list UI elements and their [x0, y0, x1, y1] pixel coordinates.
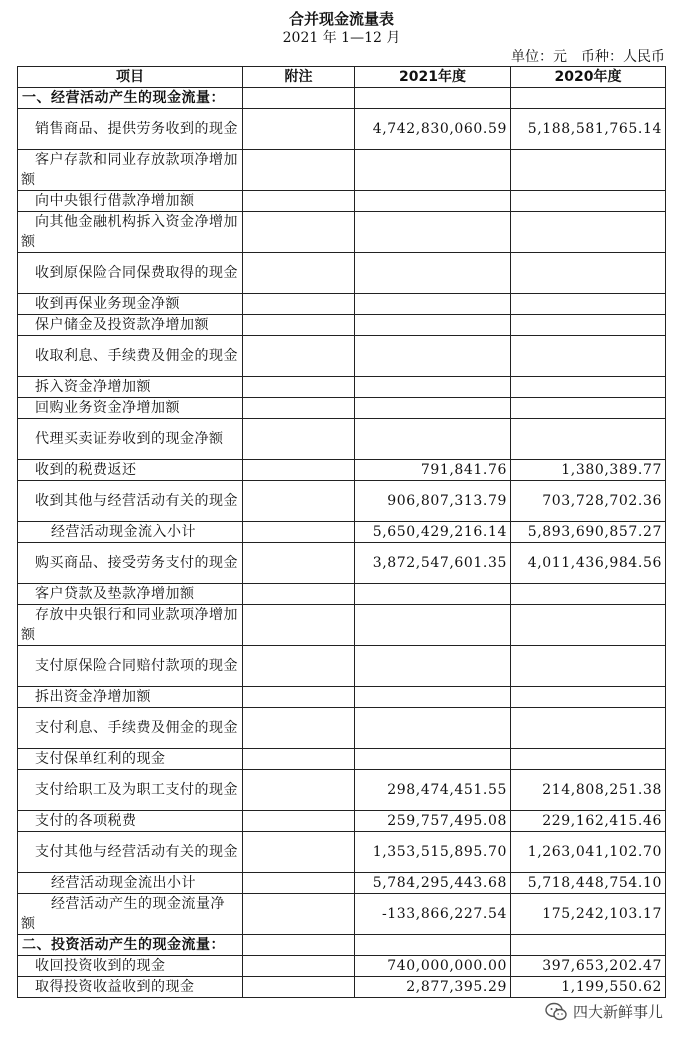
- table-row: [18, 605, 666, 646]
- table-row: [18, 811, 666, 832]
- item-cell: 客户贷款及垫款净增加额: [18, 584, 243, 605]
- table-row: [18, 315, 666, 336]
- value-2020-cell: [511, 419, 666, 460]
- table-header-row: [18, 67, 666, 88]
- header-2021: 2021年度: [355, 67, 511, 88]
- table-row: [18, 522, 666, 543]
- wechat-icon: [545, 1002, 567, 1022]
- value-2020-cell: [511, 294, 666, 315]
- value-2021-cell: 2,877,395.29: [355, 977, 511, 998]
- value-2020-cell: 1,199,550.62: [511, 977, 666, 998]
- note-cell: [243, 832, 355, 873]
- item-cell: 支付原保险合同赔付款项的现金: [18, 646, 243, 687]
- note-cell: [243, 646, 355, 687]
- table-body: [18, 88, 666, 998]
- note-cell: [243, 522, 355, 543]
- value-2020-cell: [511, 191, 666, 212]
- watermark: [545, 1001, 663, 1022]
- statement-title: 合并现金流量表: [288, 10, 394, 28]
- value-2020-cell: [511, 253, 666, 294]
- value-2020-cell: 5,893,690,857.27: [511, 522, 666, 543]
- table-row: [18, 109, 666, 150]
- value-2020-cell: [511, 749, 666, 770]
- table-row: [18, 584, 666, 605]
- note-cell: [243, 770, 355, 811]
- header-item: 项目: [18, 67, 243, 88]
- item-cell: 向其他金融机构拆入资金净增加额: [18, 212, 243, 253]
- item-cell: 经营活动现金流入小计: [18, 522, 243, 543]
- note-cell: [243, 109, 355, 150]
- value-2020-cell: [511, 398, 666, 419]
- value-2020-cell: [511, 646, 666, 687]
- item-cell: 向中央银行借款净增加额: [18, 191, 243, 212]
- value-2020-cell: [511, 336, 666, 377]
- value-2021-cell: 3,872,547,601.35: [355, 543, 511, 584]
- value-2021-cell: 5,650,429,216.14: [355, 522, 511, 543]
- table-row: [18, 460, 666, 481]
- note-cell: [243, 811, 355, 832]
- value-2021-cell: 5,784,295,443.68: [355, 873, 511, 894]
- value-2021-cell: [355, 605, 511, 646]
- item-cell: 取得投资收益收到的现金: [18, 977, 243, 998]
- section-row: [18, 935, 666, 956]
- note-cell: [243, 460, 355, 481]
- value-2020-cell: [511, 687, 666, 708]
- value-2021-cell: [355, 419, 511, 460]
- value-2020-cell: [511, 584, 666, 605]
- value-2021-cell: [355, 212, 511, 253]
- item-cell: 保户储金及投资款净增加额: [18, 315, 243, 336]
- value-2020-cell: [511, 315, 666, 336]
- value-2020-cell: [511, 605, 666, 646]
- section-row: [18, 88, 666, 109]
- value-2021-cell: 4,742,830,060.59: [355, 109, 511, 150]
- table-row: [18, 481, 666, 522]
- table-row: [18, 294, 666, 315]
- table-row: [18, 894, 666, 935]
- note-cell: [243, 294, 355, 315]
- note-cell: [243, 88, 355, 109]
- item-cell: 代理买卖证券收到的现金净额: [18, 419, 243, 460]
- cash-flow-table: [17, 66, 666, 998]
- currency-unit-line: 单位：元 币种：人民币: [511, 49, 665, 65]
- value-2020-cell: [511, 88, 666, 109]
- value-2021-cell: 740,000,000.00: [355, 956, 511, 977]
- item-cell: 支付保单红利的现金: [18, 749, 243, 770]
- value-2020-cell: [511, 150, 666, 191]
- table-row: [18, 749, 666, 770]
- note-cell: [243, 398, 355, 419]
- item-cell: 拆出资金净增加额: [18, 687, 243, 708]
- item-cell: 收到的税费返还: [18, 460, 243, 481]
- value-2021-cell: -133,866,227.54: [355, 894, 511, 935]
- note-cell: [243, 150, 355, 191]
- item-cell: 拆入资金净增加额: [18, 377, 243, 398]
- note-cell: [243, 749, 355, 770]
- table-row: [18, 708, 666, 749]
- value-2020-cell: [511, 935, 666, 956]
- table-row: [18, 398, 666, 419]
- item-cell: 客户存款和同业存放款项净增加额: [18, 150, 243, 191]
- note-cell: [243, 212, 355, 253]
- table-row: [18, 253, 666, 294]
- value-2021-cell: [355, 935, 511, 956]
- item-cell: 收到再保业务现金净额: [18, 294, 243, 315]
- value-2020-cell: 5,718,448,754.10: [511, 873, 666, 894]
- item-cell: 支付其他与经营活动有关的现金: [18, 832, 243, 873]
- watermark-text: 四大新鲜事儿: [572, 1003, 663, 1021]
- item-cell: 支付利息、手续费及佣金的现金: [18, 708, 243, 749]
- item-cell: 收到其他与经营活动有关的现金: [18, 481, 243, 522]
- value-2021-cell: [355, 150, 511, 191]
- value-2021-cell: [355, 708, 511, 749]
- value-2021-cell: [355, 749, 511, 770]
- item-cell: 经营活动产生的现金流量净额: [18, 894, 243, 935]
- note-cell: [243, 708, 355, 749]
- note-cell: [243, 336, 355, 377]
- value-2021-cell: [355, 294, 511, 315]
- value-2021-cell: 259,757,495.08: [355, 811, 511, 832]
- note-cell: [243, 977, 355, 998]
- item-cell: 购买商品、接受劳务支付的现金: [18, 543, 243, 584]
- value-2020-cell: [511, 377, 666, 398]
- note-cell: [243, 253, 355, 294]
- item-cell: 回购业务资金净增加额: [18, 398, 243, 419]
- note-cell: [243, 543, 355, 584]
- value-2021-cell: [355, 377, 511, 398]
- value-2020-cell: 214,808,251.38: [511, 770, 666, 811]
- note-cell: [243, 419, 355, 460]
- header-2020: 2020年度: [511, 67, 666, 88]
- note-cell: [243, 687, 355, 708]
- value-2020-cell: 175,242,103.17: [511, 894, 666, 935]
- value-2021-cell: [355, 191, 511, 212]
- value-2020-cell: [511, 708, 666, 749]
- value-2021-cell: [355, 398, 511, 419]
- value-2021-cell: [355, 315, 511, 336]
- item-cell: 经营活动现金流出小计: [18, 873, 243, 894]
- item-cell: 存放中央银行和同业款项净增加额: [18, 605, 243, 646]
- item-cell: 二、投资活动产生的现金流量：: [18, 935, 243, 956]
- value-2021-cell: [355, 584, 511, 605]
- note-cell: [243, 481, 355, 522]
- value-2021-cell: [355, 88, 511, 109]
- table-row: [18, 377, 666, 398]
- value-2020-cell: 229,162,415.46: [511, 811, 666, 832]
- note-cell: [243, 956, 355, 977]
- note-cell: [243, 873, 355, 894]
- value-2021-cell: 906,807,313.79: [355, 481, 511, 522]
- value-2021-cell: [355, 646, 511, 687]
- item-cell: 收回投资收到的现金: [18, 956, 243, 977]
- note-cell: [243, 315, 355, 336]
- table-row: [18, 419, 666, 460]
- value-2020-cell: 4,011,436,984.56: [511, 543, 666, 584]
- table-row: [18, 956, 666, 977]
- item-cell: 支付给职工及为职工支付的现金: [18, 770, 243, 811]
- value-2021-cell: [355, 253, 511, 294]
- note-cell: [243, 894, 355, 935]
- note-cell: [243, 584, 355, 605]
- item-cell: 收取利息、手续费及佣金的现金: [18, 336, 243, 377]
- note-cell: [243, 935, 355, 956]
- value-2020-cell: 5,188,581,765.14: [511, 109, 666, 150]
- value-2020-cell: 703,728,702.36: [511, 481, 666, 522]
- value-2020-cell: 397,653,202.47: [511, 956, 666, 977]
- value-2020-cell: [511, 212, 666, 253]
- table-row: [18, 977, 666, 998]
- value-2021-cell: 791,841.76: [355, 460, 511, 481]
- header-note: 附注: [243, 67, 355, 88]
- item-cell: 收到原保险合同保费取得的现金: [18, 253, 243, 294]
- value-2021-cell: 1,353,515,895.70: [355, 832, 511, 873]
- value-2021-cell: 298,474,451.55: [355, 770, 511, 811]
- table-row: [18, 150, 666, 191]
- table-row: [18, 832, 666, 873]
- table-row: [18, 873, 666, 894]
- value-2020-cell: 1,263,041,102.70: [511, 832, 666, 873]
- table-row: [18, 212, 666, 253]
- value-2021-cell: [355, 687, 511, 708]
- note-cell: [243, 605, 355, 646]
- table-row: [18, 543, 666, 584]
- note-cell: [243, 377, 355, 398]
- note-cell: [243, 191, 355, 212]
- table-row: [18, 646, 666, 687]
- statement-period: 2021 年 1—12 月: [282, 30, 401, 46]
- table-row: [18, 336, 666, 377]
- table-row: [18, 687, 666, 708]
- item-cell: 支付的各项税费: [18, 811, 243, 832]
- value-2021-cell: [355, 336, 511, 377]
- table-row: [18, 770, 666, 811]
- item-cell: 一、经营活动产生的现金流量：: [18, 88, 243, 109]
- item-cell: 销售商品、提供劳务收到的现金: [18, 109, 243, 150]
- table-row: [18, 191, 666, 212]
- value-2020-cell: 1,380,389.77: [511, 460, 666, 481]
